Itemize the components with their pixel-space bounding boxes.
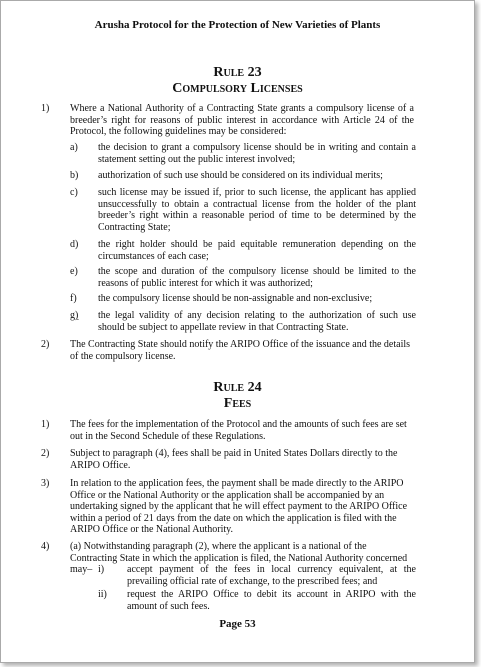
item-text: such license may be issued if, prior to such license, the applicant has applied unsuccessfully to obtain a contractual license from the holder of the plant breeder’s right within a reasonable period of time to be determined by the Contracting State; — [98, 187, 416, 233]
paragraph-number: 1) — [41, 419, 50, 430]
subitem-text: accept payment of the fees in local currency equivalent, at the prevailing official rate of exchange, to the prescribed fees; and — [127, 564, 416, 587]
item-text: the compulsory license should be non-assignable and non-exclusive; — [98, 293, 373, 304]
rule-24-title: Rule 24 — [213, 380, 262, 395]
item-label: g) — [70, 310, 79, 321]
paragraph-number: 2) — [41, 448, 50, 459]
paragraph-number: 3) — [41, 478, 50, 489]
subitem-label: ii) — [98, 589, 107, 600]
item-text: the legal validity of any decision relating to the authorization of such use should be subject to appellate review in that Contracting State. — [98, 310, 416, 333]
paragraph-number: 1) — [41, 103, 50, 114]
page-number: Page 53 — [219, 618, 256, 630]
item-text: authorization of such use should be considered on its individual merits; — [98, 170, 383, 181]
subitem-label: i) — [98, 564, 105, 575]
paragraph-text: The Contracting State should notify the ARIPO Office of the issuance and the details of the compulsory license. — [70, 339, 411, 362]
item-text: the scope and duration of the compulsory license should be limited to the reasons of public interest for which it was authorized; — [98, 266, 416, 289]
paragraph-text: Subject to paragraph (4), fees shall be paid in United States Dollars directly to the ARIPO Office. — [70, 448, 398, 471]
paragraph-text: (a) Notwithstanding paragraph (2), where the applicant is a national of the Contracting State in which the application is filed, the National Authority concerned may– — [70, 541, 408, 575]
page-header: Arusha Protocol for the Protection of New Varieties of Plants — [94, 19, 381, 31]
paragraph-text: In relation to the application fees, the payment shall be made directly to the ARIPO Office or the National Authority or the application shall be accompanied by an undertaking signed by the applicant that he will effect payment to the ARIPO Office within a period of 21 days from the date on which the application is filed with the ARIPO Office or the National Authority. — [70, 478, 408, 535]
rule-23-title: Rule 23 — [213, 65, 262, 80]
item-label: d) — [70, 239, 79, 250]
paragraph-text: The fees for the implementation of the Protocol and the amounts of such fees are set out in the Second Schedule of these Regulations. — [70, 419, 407, 442]
item-text: the decision to grant a compulsory license should be in writing and contain a statement setting out the public interest involved; — [98, 142, 416, 165]
item-label: b) — [70, 170, 79, 181]
paragraph-text: Where a National Authority of a Contracting State grants a compulsory license of a breeder’s right for reasons of public interest in accordance with Article 24 of the Protocol, the following guidelines may be considered: — [70, 103, 414, 137]
subitem-text: request the ARIPO Office to debit its account in ARIPO with the amount of such fees. — [127, 589, 416, 612]
rule-23-subtitle: Compulsory Licenses — [172, 81, 303, 96]
item-text: the right holder should be paid equitable remuneration depending on the circumstances of each case; — [98, 239, 416, 262]
item-label: a) — [70, 142, 78, 153]
item-label: f) — [70, 293, 77, 304]
item-label: e) — [70, 266, 78, 277]
item-label: c) — [70, 187, 78, 198]
paragraph-number: 2) — [41, 339, 50, 350]
rule-24-subtitle: Fees — [223, 396, 252, 411]
paragraph-number: 4) — [41, 541, 50, 552]
